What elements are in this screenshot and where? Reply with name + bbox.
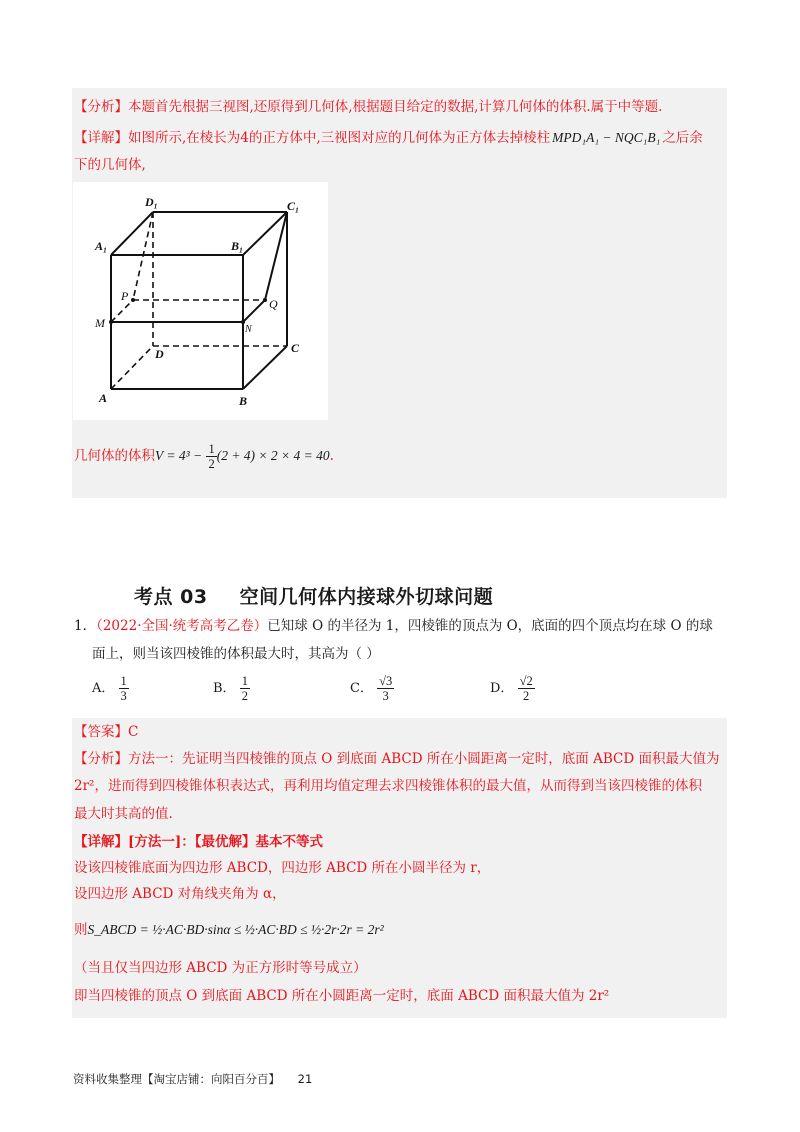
answer-detail-line-5: 即当四棱锥的顶点 O 到底面 ABCD 所在小圆距离一定时，底面 ABCD 面积最大值为 2r² (74, 988, 610, 1004)
volume-end: . (329, 448, 334, 464)
option-a[interactable]: A． $\frac{1}{3}$ (92, 674, 127, 703)
answer-detail-header (74, 832, 323, 852)
label-n: N (245, 324, 252, 335)
answer-tag: 【答案】 (74, 724, 128, 740)
answer-detail-tag: 【详解】 (74, 834, 128, 850)
label-c1: C₁ (287, 199, 300, 213)
cube-diagram (73, 182, 328, 420)
answer-detail-line-3: 则S_ABCD = ½·AC·BD·sinα ≤ ½·AC·BD ≤ ½·2r·2r = 2r² (74, 922, 384, 938)
analysis-line (74, 97, 662, 117)
detail-line-2 (74, 155, 146, 175)
edge-b1c1 (243, 212, 287, 255)
label-q: Q (269, 297, 278, 311)
option-b[interactable]: B． $\frac{1}{2}$ (213, 674, 248, 703)
volume-line (74, 442, 334, 471)
label-b: B (239, 394, 248, 408)
answer-analysis-text-2: 2r²，进而得到四棱锥体积表达式，再利用均值定理去求四棱锥体积的最大值，从而得到当该四棱锥的体积 (74, 778, 702, 794)
detail-text-1: 如图所示,在棱长为4的正方体中,三视图对应的几何体为正方体去掉棱柱 (128, 130, 551, 146)
prism-name: MPD₁A₁ − NQC₁B₁ (552, 130, 661, 145)
answer-detail-line-4: （当且仅当四边形 ABCD 为正方形时等号成立） (74, 960, 367, 976)
page-footer (73, 1071, 312, 1087)
edge-qc1 (265, 212, 287, 300)
detail-text-2: 之后余 (662, 130, 703, 146)
question-line-2 (92, 644, 380, 664)
label-a: A (99, 391, 108, 405)
answer-detail-method: [方法一]：【最优解】基本不等式 (128, 834, 324, 850)
answer-detail-line-1: 设该四棱锥底面为四边形 ABCD，四边形 ABCD 所在小圆半径为 r， (74, 860, 491, 876)
section-number: 考点 03 (134, 586, 208, 608)
detail-text-3: 下的几何体, (74, 157, 146, 173)
edge-ad (111, 346, 153, 389)
volume-formula-b: (2 + 4) × 2 × 4 = 40 (216, 448, 330, 463)
area-inequality: S_ABCD = ½·AC·BD·sinα ≤ ½·AC·BD ≤ ½·2r·2r = 2r² (87, 922, 384, 937)
label-d: D (155, 347, 164, 361)
label-c: C (291, 341, 300, 355)
answer-detail-line-2: 设四边形 ABCD 对角线夹角为 α， (74, 886, 286, 902)
label-b1: B₁ (231, 239, 244, 253)
label-a1: A₁ (95, 239, 108, 253)
volume-label: 几何体的体积 (74, 448, 155, 464)
answer-analysis-2 (74, 776, 702, 796)
answer-analysis-3 (74, 804, 173, 824)
label-d1: D₁ (145, 195, 158, 209)
answer-analysis-tag: 【分析】 (74, 751, 128, 767)
analysis-text: 本题首先根据三视图,还原得到几何体,根据题目给定的数据,计算几何体的体积.属于中等题. (128, 99, 663, 115)
question-text-2: 面上，则当该四棱锥的体积最大时，其高为（ ） (92, 646, 380, 662)
question-text-1: 已知球 O 的半径为 1，四棱锥的顶点为 O，底面的四个顶点均在球 O 的球 (267, 618, 713, 634)
analysis-tag: 【分析】 (74, 99, 128, 115)
option-c[interactable]: C． $\frac{√3}{3}$ (350, 674, 393, 703)
section-title: 空间几何体内接球外切球问题 (239, 586, 494, 608)
volume-formula-a: V = 4³ − (155, 448, 203, 463)
label-m: M (95, 316, 105, 330)
question-number: 1． (74, 618, 97, 634)
answer-analysis-1 (74, 749, 719, 769)
answer-analysis-text-1: 方法一：先证明当四棱锥的顶点 O 到底面 ABCD 所在小圆距离一定时，底面 ABCD 面积最大值为 (128, 751, 720, 767)
question-line-1 (74, 616, 713, 636)
detail-tag: 【详解】 (74, 130, 128, 146)
answer-line (74, 722, 138, 742)
cube-figure (73, 182, 328, 420)
option-d[interactable]: D． $\frac{√2}{2}$ (490, 674, 533, 703)
question-source: （2022·全国·统考高考乙卷） (96, 618, 268, 634)
section-heading (134, 582, 525, 609)
answer-analysis-text-3: 最大时其高的值. (74, 806, 173, 822)
edge-bc (243, 346, 287, 389)
detail-line-1 (74, 128, 703, 148)
volume-fraction: $\frac{1}{2}$ (208, 442, 215, 471)
edge-nq (243, 300, 265, 322)
answer-value: C (128, 724, 139, 740)
footer-text: 资料收集整理【淘宝店铺：向阳百分百】 (73, 1072, 280, 1086)
page-number: 21 (297, 1072, 313, 1086)
edge-mp (111, 300, 133, 322)
edge-a1d1 (111, 212, 153, 255)
label-p: P (121, 289, 129, 303)
